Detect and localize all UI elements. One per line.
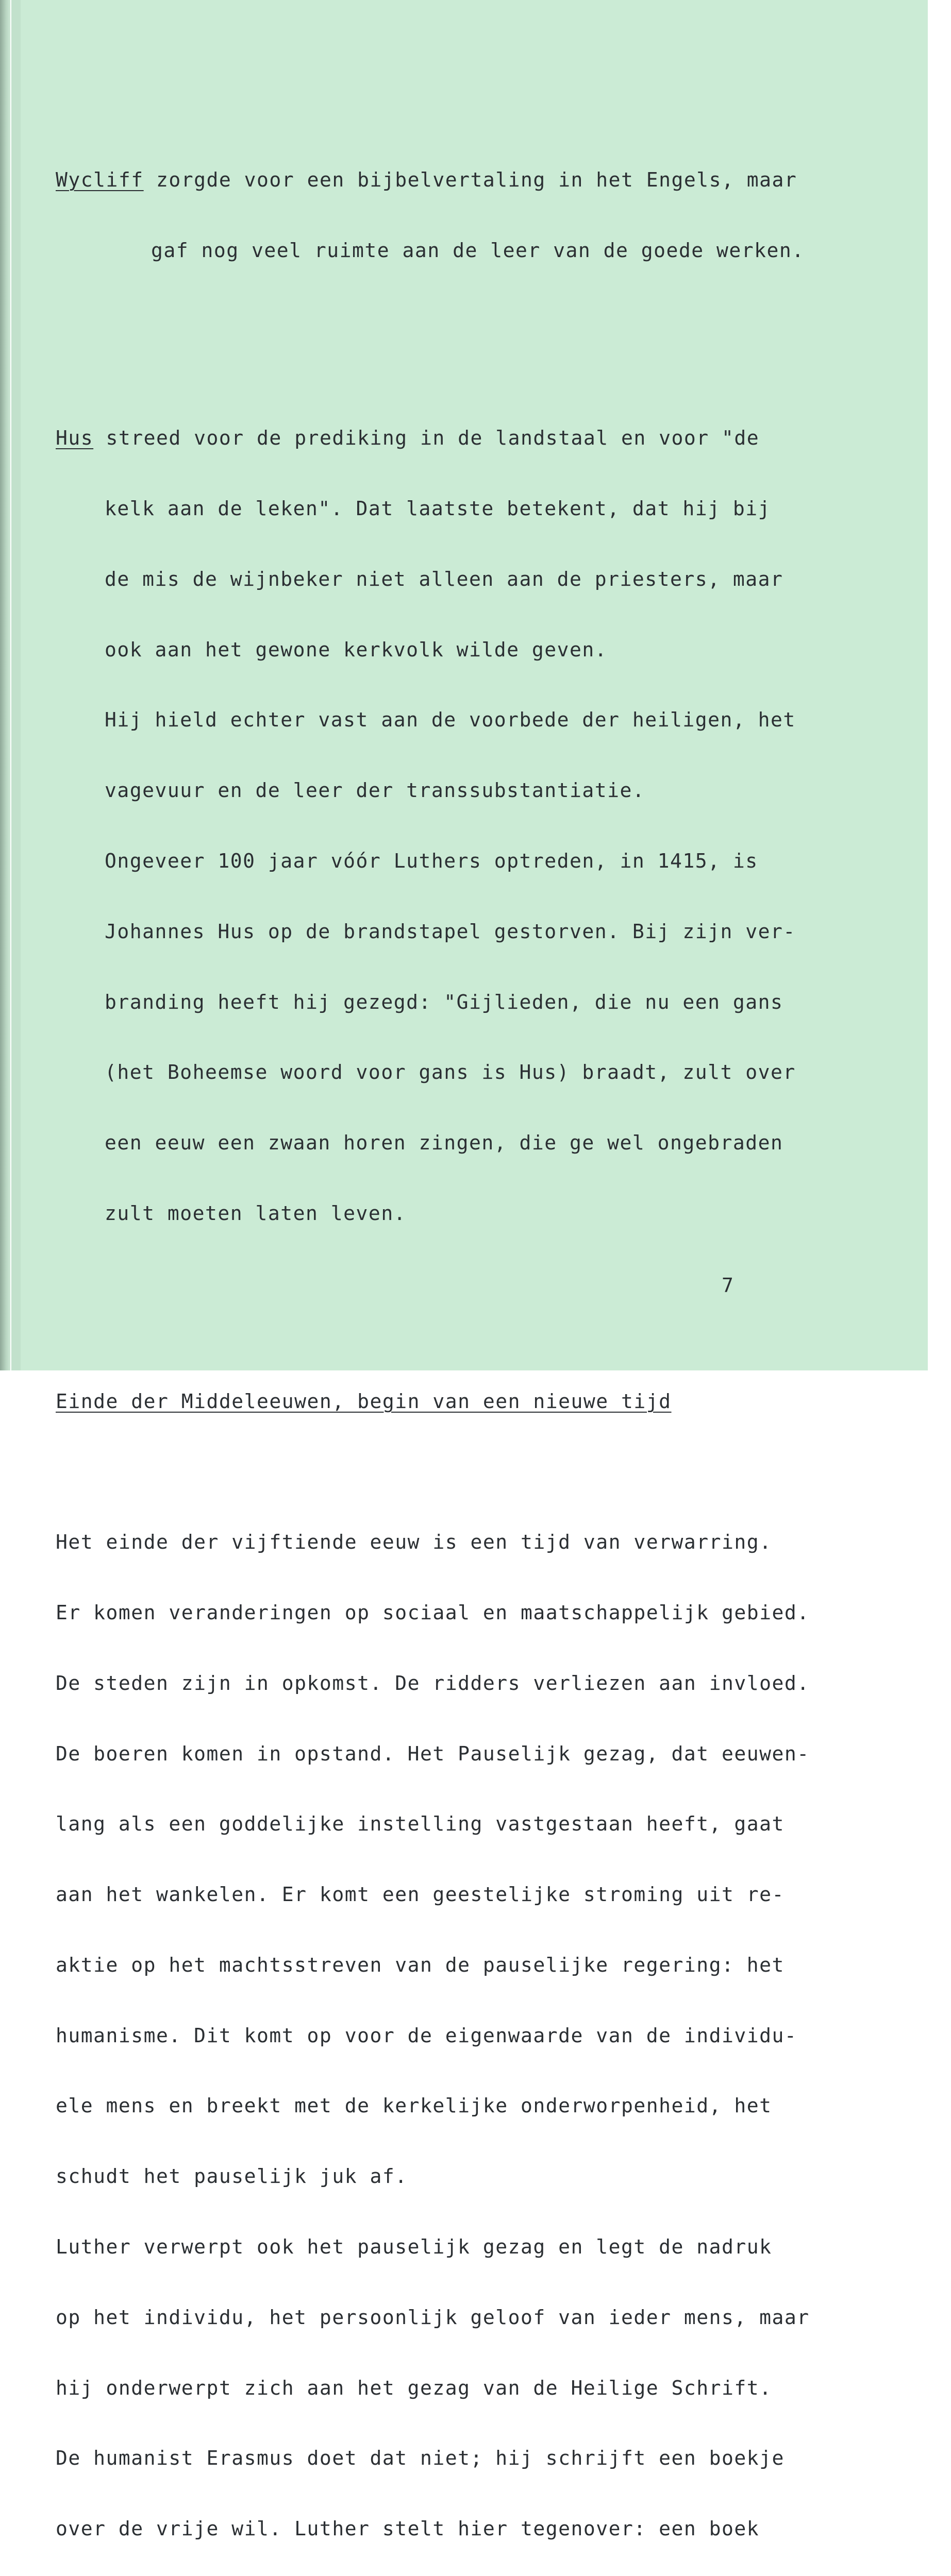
paragraph-line: De humanist Erasmus doet dat niet; hij schrijft een boekje: [56, 2447, 785, 2470]
paragraph-line: over de vrije wil. Luther stelt hier tegenover: een boek: [56, 2517, 760, 2540]
paragraph-line: De steden zijn in opkomst. De ridders verliezen aan invloed.: [56, 1671, 810, 1694]
wycliff-heading: Wycliff: [56, 168, 144, 191]
hus-line: de mis de wijnbeker niet alleen aan de priesters, maar: [105, 567, 783, 590]
paragraph-line: op het individu, het persoonlijk geloof van ieder mens, maar: [56, 2306, 810, 2329]
paragraph-line: Luther verwerpt ook het pauselijk gezag en legt de nadruk: [56, 2235, 772, 2259]
hus-line: een eeuw een zwaan horen zingen, die ge wel ongebraden: [105, 1131, 783, 1155]
page-number: 7: [722, 1274, 733, 1297]
hus-line: zult moeten laten leven.: [105, 1201, 407, 1225]
hus-line: branding heeft hij gezegd: "Gijlieden, die nu een gans: [105, 990, 783, 1013]
paragraph-line: ele mens en breekt met de kerkelijke onderworpenheid, het: [56, 2094, 772, 2117]
paragraph-line: De boeren komen in opstand. Het Pauselijk gezag, dat eeuwen-: [56, 1742, 810, 1765]
scan-edge-left: [0, 0, 10, 1370]
paragraph-line: hij onderwerpt zich aan het gezag van de Heilige Schrift.: [56, 2376, 772, 2399]
paragraph-line: humanisme. Dit komt op voor de eigenwaarde van de individu-: [56, 2024, 797, 2047]
hus-line: Ongeveer 100 jaar vóór Luthers optreden, in 1415, is: [105, 850, 758, 872]
hus-line: vagevuur en de leer der transsubstantiatie.: [105, 779, 645, 802]
page-body: [56, 98, 819, 2576]
wycliff-line-2: gaf nog veel ruimte aan de leer van de goede werken.: [151, 239, 805, 262]
paragraph-line: Het einde der vijftiende eeuw is een tijd van verwarring.: [56, 1531, 772, 1554]
scan-edge-strip: [11, 0, 21, 1370]
section-heading: [56, 1390, 819, 1414]
hus-line: kelk aan de leken". Dat laatste betekent, dat hij bij: [105, 497, 771, 520]
hus-line: (het Boheemse woord voor gans is Hus) braadt, zult over: [105, 1061, 796, 1084]
paragraph-line: aktie op het machtsstreven van de pauselijke regering: het: [56, 1953, 785, 1976]
paragraph-line: aan het wankelen. Er komt een geestelijke stroming uit re-: [56, 1883, 785, 1906]
paragraph-line: Er komen veranderingen op sociaal en maatschappelijk gebied.: [56, 1601, 810, 1624]
hus-line-1: Hus streed voor de prediking in de landstaal en voor "de: [56, 427, 760, 450]
paragraph-line: lang als een goddelijke instelling vastgestaan heeft, gaat: [56, 1812, 785, 1836]
hus-line: ook aan het gewone kerkvolk wilde geven.: [105, 638, 608, 661]
section-heading-text: Einde der Middeleeuwen, begin van een nieuwe tijd: [56, 1389, 672, 1413]
wycliff-line-1: Wycliff zorgde voor een bijbelvertaling in het Engels, maar: [56, 168, 797, 191]
hus-line: Hij hield echter vast aan de voorbede der heiligen, het: [105, 708, 796, 732]
hus-line: Johannes Hus op de brandstapel gestorven. Bij zijn ver-: [105, 920, 796, 943]
hus-heading: Hus: [56, 427, 94, 450]
paragraph-line: schudt het pauselijk juk af.: [56, 2165, 408, 2188]
scan-margin-right: [928, 0, 951, 1370]
